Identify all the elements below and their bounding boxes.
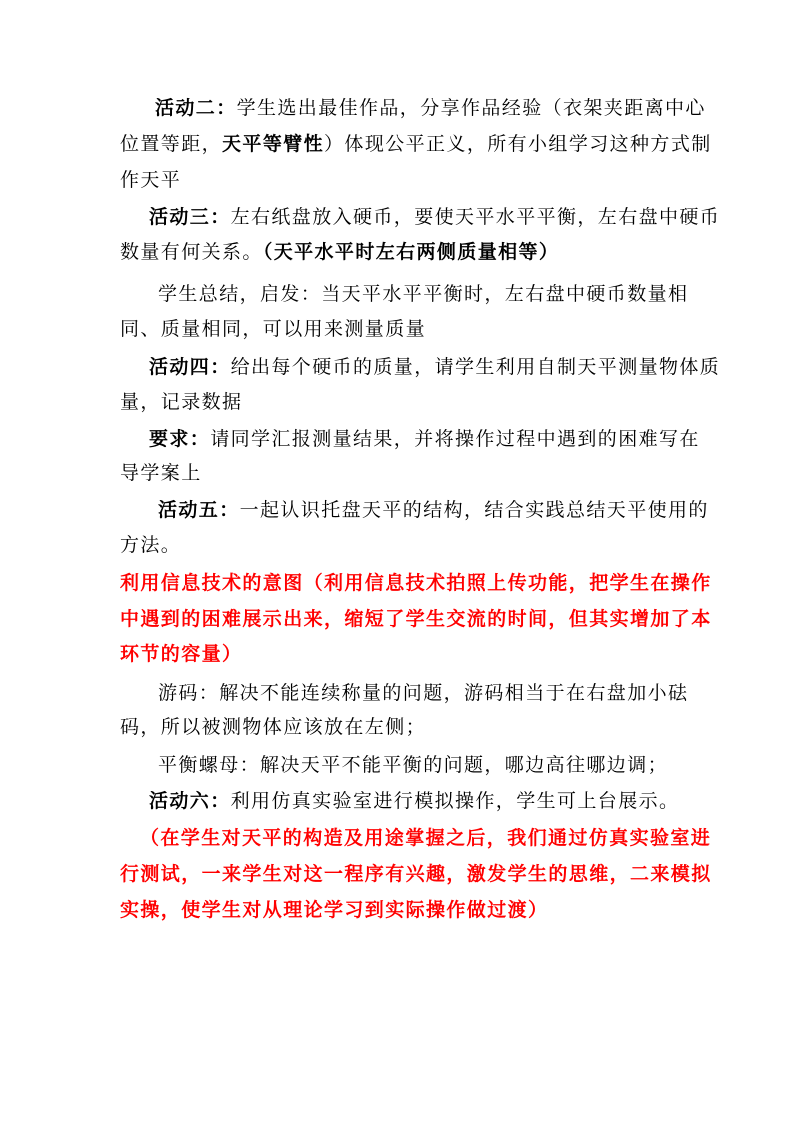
info-tech-note-line-2: 中遇到的困难展示出来，缩短了学生交流的时间，但其实增加了本 [120,608,712,630]
simulation-note-line-2: 行测试，一来学生对这一程序有兴趣，激发学生的思维，二来模拟 [120,863,712,885]
activity-3-line-2 [120,240,559,264]
activity-6-label: 活动六： [149,790,231,812]
activity-2-text-2: 位置等距， [120,133,223,155]
info-tech-note-line-3: 环节的容量） [120,643,243,665]
activity-3-text: 左右纸盘放入硬币，要使天平水平平衡，左右盘中硬币 [230,206,721,228]
requirement-label: 要求： [149,428,211,450]
balance-nut-line: 平衡螺母：解决天平不能平衡的问题，哪边高往哪边调； [158,754,669,776]
activity-2-bold: 天平等臂性 [222,133,325,155]
simulation-note-line-1: （在学生对天平的构造及用途掌握之后，我们通过仿真实验室进 [140,827,712,849]
activity-2-text-3: ）体现公平正义，所有小组学习这种方式制 [324,133,712,155]
activity-3-text-2: 数量有何关系。 [120,241,263,263]
activity-4-line-1 [149,355,720,379]
activity-5-line-1 [158,498,709,522]
activity-5-line-2: 方法。 [120,534,182,556]
activity-4-label: 活动四： [149,356,231,378]
activity-2-line-3: 作天平 [120,169,182,191]
requirement-text: 请同学汇报测量结果，并将操作过程中遇到的困难写在 [210,428,700,450]
activity-3-bold: （天平水平时左右两侧质量相等） [262,241,560,263]
activity-4-text: 给出每个硬币的质量，请学生利用自制天平测量物体质 [230,356,721,378]
activity-3-label: 活动三： [149,206,231,228]
rider-line-2: 码，所以被测物体应该放在左侧； [120,716,427,738]
activity-5-text: 一起认识托盘天平的结构，结合实践总结天平使用的 [239,499,709,521]
summary-line-2: 同、质量相同，可以用来测量质量 [120,318,427,340]
activity-6-text: 利用仿真实验室进行模拟操作，学生可上台展示。 [230,790,680,812]
simulation-note-line-3: 实操，使学生对从理论学习到实际操作做过渡） [120,899,549,921]
activity-2-label: 活动二： [155,97,237,119]
activity-6-line [149,789,679,813]
summary-line-1: 学生总结，启发：当天平水平平衡时，左右盘中硬币数量相 [158,283,689,305]
activity-2-line-1 [155,96,706,120]
activity-3-line-1 [149,205,720,229]
activity-4-line-2: 量，记录数据 [120,391,243,413]
activity-5-label: 活动五： [158,499,240,521]
rider-line-1: 游码：解决不能连续称量的问题，游码相当于在右盘加小砝 [158,682,689,704]
requirement-line-2: 导学案上 [120,462,202,484]
activity-2-line-2 [120,132,712,156]
info-tech-note-line-1: 利用信息技术的意图（利用信息技术拍照上传功能，把学生在操作 [120,572,712,594]
activity-2-text: 学生选出最佳作品，分享作品经验（衣架夹距离中心 [236,97,706,119]
requirement-line-1 [149,427,700,451]
